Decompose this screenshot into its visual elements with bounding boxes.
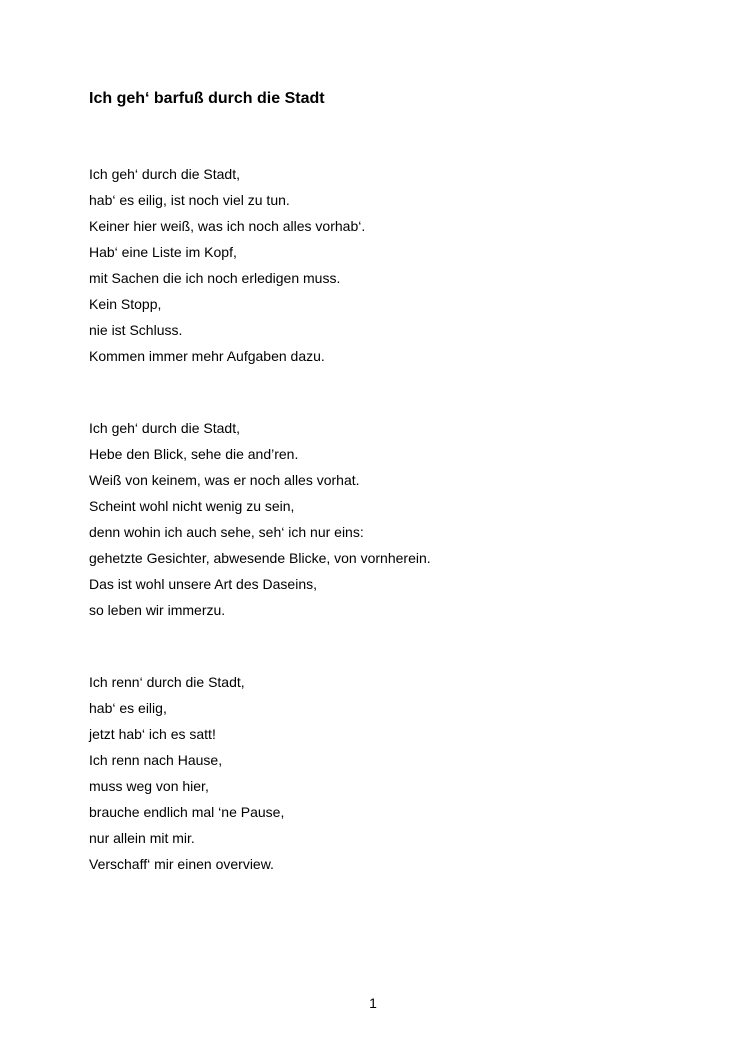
poem-line: Ich geh‘ durch die Stadt, bbox=[89, 166, 240, 182]
poem-line: Scheint wohl nicht wenig zu sein, bbox=[89, 498, 295, 514]
poem-line: jetzt hab‘ ich es satt! bbox=[89, 726, 216, 742]
poem-line: Ich renn nach Hause, bbox=[89, 752, 223, 768]
poem-line: mit Sachen die ich noch erledigen muss. bbox=[89, 270, 341, 286]
poem-line: Kein Stopp, bbox=[89, 296, 162, 312]
poem-line: hab‘ es eilig, bbox=[89, 700, 167, 716]
poem-line: nur allein mit mir. bbox=[89, 830, 195, 846]
stanza bbox=[89, 669, 649, 877]
poem-line: Verschaff‘ mir einen overview. bbox=[89, 856, 274, 872]
poem-line: muss weg von hier, bbox=[89, 778, 209, 794]
page-number: 1 bbox=[369, 995, 377, 1011]
stanza bbox=[89, 161, 649, 369]
poem-line: Das ist wohl unsere Art des Daseins, bbox=[89, 576, 317, 592]
poem-title: Ich geh‘ barfuß durch die Stadt bbox=[89, 90, 325, 107]
poem-line: brauche endlich mal ‘ne Pause, bbox=[89, 804, 285, 820]
poem-line: Keiner hier weiß, was ich noch alles vorhab‘. bbox=[89, 218, 366, 234]
poem-line: Weiß von keinem, was er noch alles vorhat. bbox=[89, 472, 360, 488]
poem-line: Ich renn‘ durch die Stadt, bbox=[89, 674, 245, 690]
poem-line: gehetzte Gesichter, abwesende Blicke, von vornherein. bbox=[89, 550, 431, 566]
poem-line: Ich geh‘ durch die Stadt, bbox=[89, 420, 240, 436]
poem-line: so leben wir immerzu. bbox=[89, 602, 226, 618]
poem-line: denn wohin ich auch sehe, seh‘ ich nur eins: bbox=[89, 524, 364, 540]
stanza bbox=[89, 415, 649, 623]
poem-line: Hab‘ eine Liste im Kopf, bbox=[89, 244, 237, 260]
poem-line: nie ist Schluss. bbox=[89, 322, 183, 338]
poem-line: hab‘ es eilig, ist noch viel zu tun. bbox=[89, 192, 290, 208]
poem-line: Hebe den Blick, sehe die and’ren. bbox=[89, 446, 299, 462]
poem-line: Kommen immer mehr Aufgaben dazu. bbox=[89, 348, 325, 364]
